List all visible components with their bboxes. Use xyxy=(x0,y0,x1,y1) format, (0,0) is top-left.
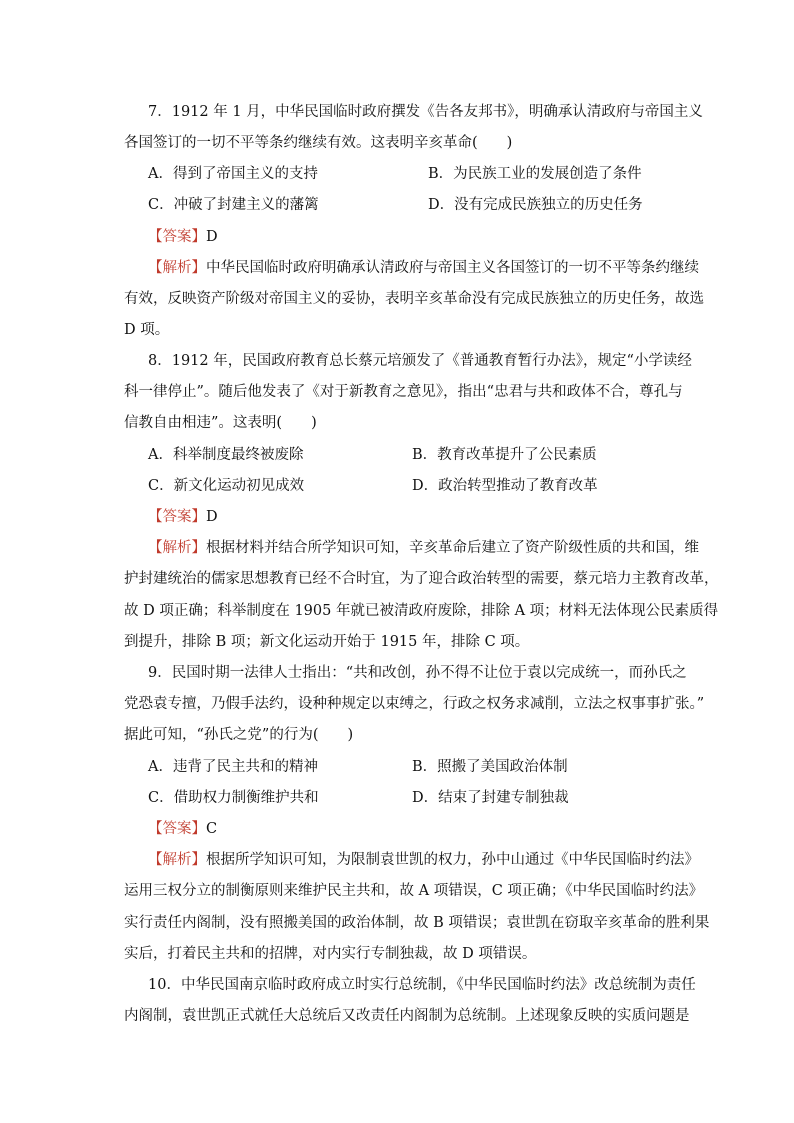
q10-stem-line-1: 10．中华民国南京临时政府成立时实行总统制，《中华民国临时约法》改总统制为责任 xyxy=(148,977,696,993)
q8-option-b: B．教育改革提升了公民素质 xyxy=(412,447,597,463)
q7-stem-line-1: 7．1912 年 1 月，中华民国临时政府撰发《告各友邦书》，明确承认清政府与帝国主义 xyxy=(148,104,703,120)
q7-analysis-line-2: 有效，反映资产阶级对帝国主义的妥协，表明辛亥革命没有完成民族独立的历史任务，故选 xyxy=(124,291,704,307)
q9-stem-line-2: 党恐袁专擅，乃假手法约，设种种规定以束缚之，行政之权务求减削，立法之权事事扩张。” xyxy=(124,696,705,712)
q9-option-d: D．结束了封建专制独裁 xyxy=(412,790,569,806)
q8-answer-line xyxy=(148,507,218,527)
q8-stem-line-1: 8．1912 年，民国政府教育总长蔡元培颁发了《普通教育暂行办法》，规定“小学读经 xyxy=(148,353,692,369)
q9-analysis-line-3: 实行责任内阁制，没有照搬美国的政治体制，故 B 项错误；袁世凯在窃取辛亥革命的胜利果 xyxy=(124,915,710,931)
analysis-text: 根据所学知识可知，为限制袁世凯的权力，孙中山通过《中华民国临时约法》 xyxy=(206,852,699,868)
q10-stem-line-2: 内阁制，袁世凯正式就任大总统后又改责任内阁制为总统制。上述现象反映的实质问题是 xyxy=(124,1008,690,1024)
q9-option-a: A．违背了民主共和的精神 xyxy=(148,759,318,775)
answer-value: D xyxy=(206,509,218,525)
analysis-text: 中华民国临时政府明确承认清政府与帝国主义各国签订的一切不平等条约继续 xyxy=(206,260,699,276)
answer-tag: 【答案】 xyxy=(148,821,206,837)
q7-option-d: D．没有完成民族独立的历史任务 xyxy=(428,197,643,213)
answer-value: C xyxy=(206,821,218,837)
answer-tag: 【答案】 xyxy=(148,509,206,525)
q9-stem-line-1: 9．民国时期一法律人士指出：“共和改创，孙不得不让位于袁以完成统一，而孙氏之 xyxy=(148,665,687,681)
q9-analysis-line-1 xyxy=(148,850,699,870)
q8-option-c: C．新文化运动初见成效 xyxy=(148,478,305,494)
q9-analysis-line-4: 实后，打着民主共和的招牌，对内实行专制独裁，故 D 项错误。 xyxy=(124,946,537,962)
q9-analysis-line-2: 运用三权分立的制衡原则来维护民主共和，故 A 项错误，C 项正确；《中华民国临时约法》 xyxy=(124,883,704,899)
q8-option-d: D．政治转型推动了教育改革 xyxy=(412,478,598,494)
analysis-tag: 【解析】 xyxy=(148,260,206,276)
q8-analysis-line-3: 故 D 项正确；科举制度在 1905 年就已被清政府废除，排除 A 项；材料无法体现公民素质得 xyxy=(124,603,719,619)
analysis-tag: 【解析】 xyxy=(148,852,206,868)
q7-option-c: C．冲破了封建主义的藩篱 xyxy=(148,197,319,213)
q8-analysis-line-1 xyxy=(148,538,699,558)
analysis-text: 根据材料并结合所学知识可知，辛亥革命后建立了资产阶级性质的共和国，维 xyxy=(206,540,699,556)
q7-stem-line-2: 各国签订的一切不平等条约继续有效。这表明辛亥革命( ) xyxy=(124,135,513,151)
q7-analysis-line-1 xyxy=(148,258,699,278)
q9-option-c: C．借助权力制衡维护共和 xyxy=(148,790,319,806)
q8-analysis-line-4: 到提升，排除 B 项；新文化运动开始于 1915 年，排除 C 项。 xyxy=(124,634,530,650)
q8-stem-line-2: 科一律停止”。随后他发表了《对于新教育之意见》，指出“忠君与共和政体不合，尊孔与 xyxy=(124,384,683,400)
q9-stem-line-3: 据此可知，“孙氏之党”的行为( ) xyxy=(124,727,354,743)
q8-stem-line-3: 信教自由相违”。这表明( ) xyxy=(124,415,317,431)
q8-analysis-line-2: 护封建统治的儒家思想教育已经不合时宜，为了迎合政治转型的需要，蔡元培力主教育改革， xyxy=(124,571,719,587)
answer-tag: 【答案】 xyxy=(148,229,206,245)
answer-value: D xyxy=(206,229,218,245)
q7-option-b: B．为民族工业的发展创造了条件 xyxy=(428,166,642,182)
q7-answer-line xyxy=(148,227,218,247)
q9-option-b: B．照搬了美国政治体制 xyxy=(412,759,568,775)
q7-analysis-line-3: D 项。 xyxy=(124,322,170,338)
analysis-tag: 【解析】 xyxy=(148,540,206,556)
q7-option-a: A．得到了帝国主义的支持 xyxy=(148,166,318,182)
q8-option-a: A．科举制度最终被废除 xyxy=(148,447,304,463)
q9-answer-line xyxy=(148,819,217,839)
